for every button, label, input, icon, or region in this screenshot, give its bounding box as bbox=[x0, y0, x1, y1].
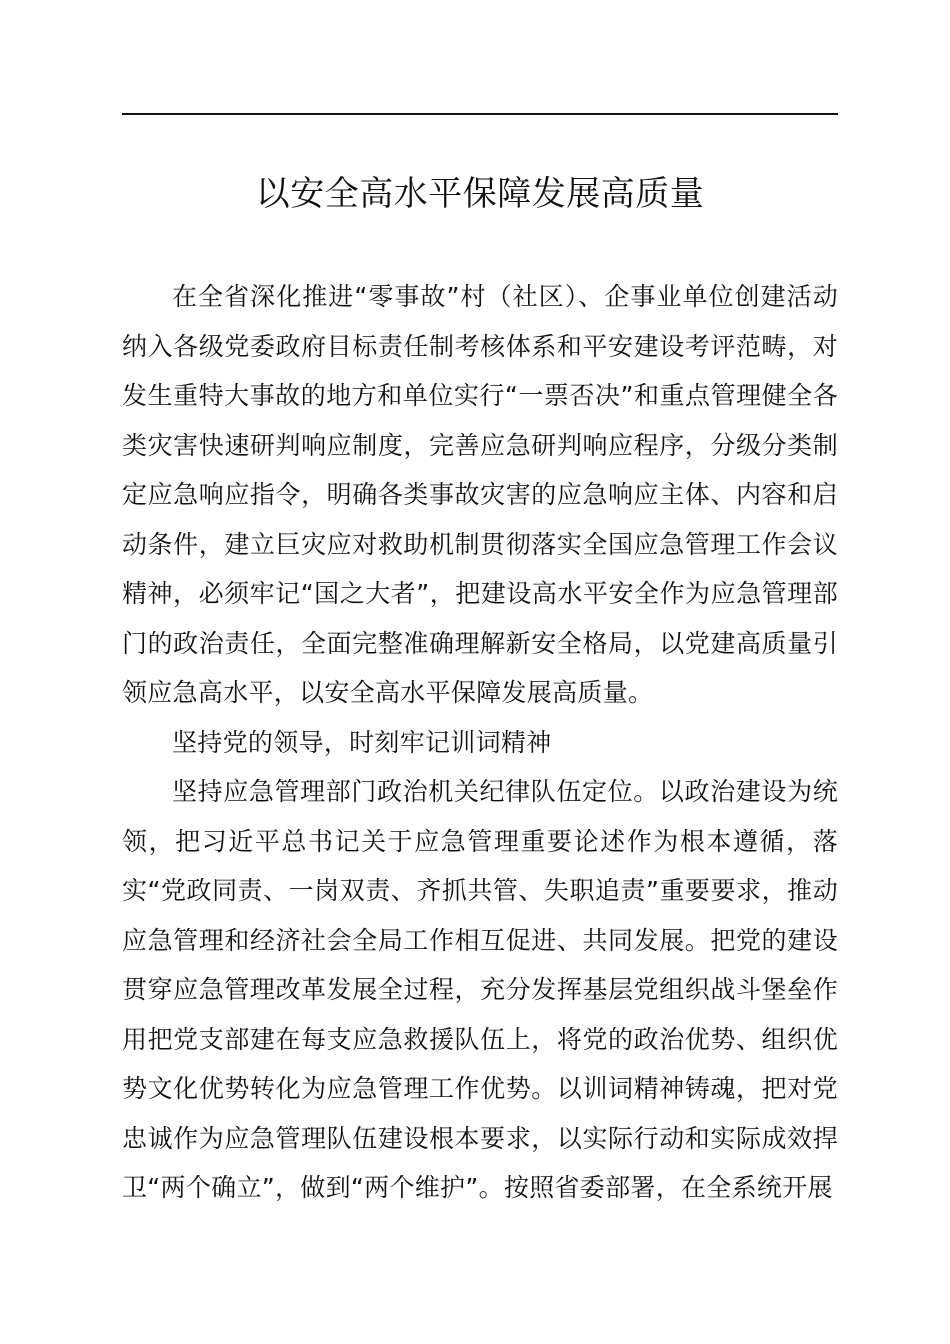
paragraph-section-body: 坚持应急管理部门政治机关纪律队伍定位。以政治建设为统领，把习近平总书记关于应急管理重要论述作为根本遵循，落实“党政同责、一岗双责、齐抓共管、失职追责”重要要求，推动应急管理和经济社会全局工作相互促进、共同发展。把党的建设贯穿应急管理改革发展全过程，充分发挥基层党组织战斗堡垒作用把党支部建在每支应急救援队伍上，将党的政治优势、组织优势文化优势转化为应急管理工作优势。以训词精神铸魂，把对党忠诚作为应急管理队伍建设根本要求，以实际行动和实际成效捍卫“两个确立”，做到“两个维护”。按照省委部署，在全系统开展 bbox=[122, 777, 838, 1202]
document-title: 以安全高水平保障发展高质量 bbox=[255, 174, 705, 214]
section-heading: 坚持党的领导，时刻牢记训词精神 bbox=[172, 727, 552, 757]
header-rule bbox=[122, 113, 838, 115]
paragraph-intro: 在全省深化推进“零事故”村（社区）、企事业单位创建活动纳入各级党委政府目标责任制考核体系和平安建设考评范畴，对发生重特大事故的地方和单位实行“一票否决”和重点管理健全各类灾害快速研判响应制度，完善应急研判响应程序，分级分类制定应急响应指令，明确各类事故灾害的应急响应主体、内容和启动条件，建立巨灾应对救助机制贯彻落实全国应急管理工作会议精神，必须牢记“国之大者”，把建设高水平安全作为应急管理部门的政治责任，全面完整准确理解新安全格局，以党建高质量引领应急高水平，以安全高水平保障发展高质量。 bbox=[122, 282, 838, 707]
document-body bbox=[122, 272, 838, 1213]
